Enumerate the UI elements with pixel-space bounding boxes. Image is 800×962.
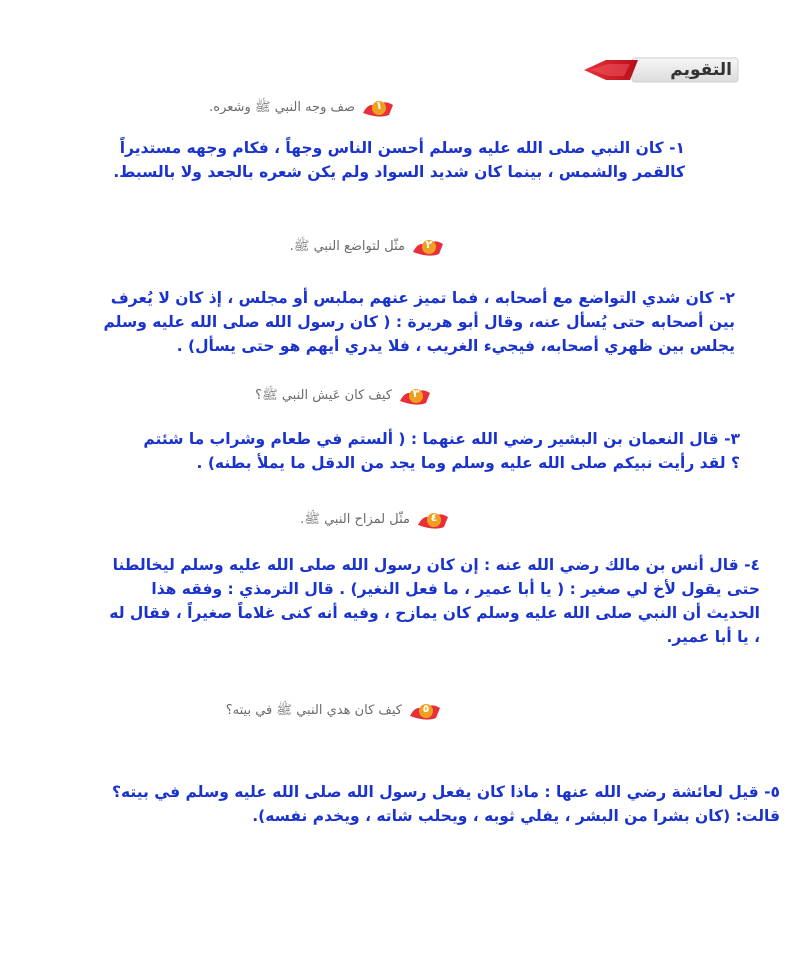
question-number-badge: ٢ xyxy=(411,236,445,258)
answer-1: ١- كان النبي صلى الله عليه وسلم أحسن الناس وجهاً ، فكام وجهه مستديراً كالقمر والشمس ، بينما كان شديد السواد ولم يكن شعره بالجعد ولا بالسبط. xyxy=(113,139,685,181)
question-2 xyxy=(290,236,445,258)
question-5 xyxy=(226,700,442,722)
answer-2: ٢- كان شدي التواضع مع أصحابه ، فما تميز عنهم بملبس أو مجلس ، إذ كان لا يُعرف بين أصحابه حتى يُسأل عنه، وقال أبو هريرة : ( كان رسول الله صلى الله عليه وسلم يجلس بين ظهري أصحابه، فيجيء الغريب ، فلا يدري أيهم هو حتى يسأل) . xyxy=(103,289,735,355)
answer-3: ٣- قال النعمان بن البشير رضي الله عنهما : ( ألستم في طعام وشراب ما شئتم ؟ لقد رأيت نبيكم صلى الله عليه وسلم وما يجد من الدقل ما يملأ بطنه) . xyxy=(143,430,740,472)
question-4 xyxy=(300,509,450,531)
section-title: التقويم xyxy=(670,60,732,80)
question-text: مثّل لتواضع النبي ﷺ. xyxy=(289,238,405,254)
question-number-badge: ٥ xyxy=(408,700,442,722)
question-number-badge: ٤ xyxy=(416,509,450,531)
question-text: مثّل لمزاح النبي ﷺ. xyxy=(300,511,410,527)
question-text: صف وجه النبي ﷺ وشعره. xyxy=(209,99,355,115)
section-header xyxy=(580,56,740,86)
question-text: كيف كان هدي النبي ﷺ في بيته؟ xyxy=(225,702,402,718)
question-number-badge: ٣ xyxy=(398,385,432,407)
answer-5: ٥- قيل لعائشة رضي الله عنها : ماذا كان يفعل رسول الله صلى الله عليه وسلم في بيته؟ قالت: (كان بشرا من البشر ، يفلي ثوبه ، ويحلب شاته ، ويخدم نفسه). xyxy=(112,783,780,825)
question-3 xyxy=(255,385,432,407)
question-text: كيف كان عَيش النبي ﷺ؟ xyxy=(255,387,392,403)
question-1 xyxy=(209,97,395,119)
answer-4: ٤- قال أنس بن مالك رضي الله عنه : إن كان رسول الله صلى الله عليه وسلم ليخالطنا حتى يقول لأخ لي صغير : ( يا أبا عمير ، ما فعل النغير) . قال الترمذي : وفقه هذا الحديث أن النبي صلى الله عليه وسلم كان يمازح ، وفيه أنه كنى غلاماً صغيراً ، فقال له ، يا أبا عمير. xyxy=(109,556,760,646)
question-number-badge: ١ xyxy=(361,97,395,119)
